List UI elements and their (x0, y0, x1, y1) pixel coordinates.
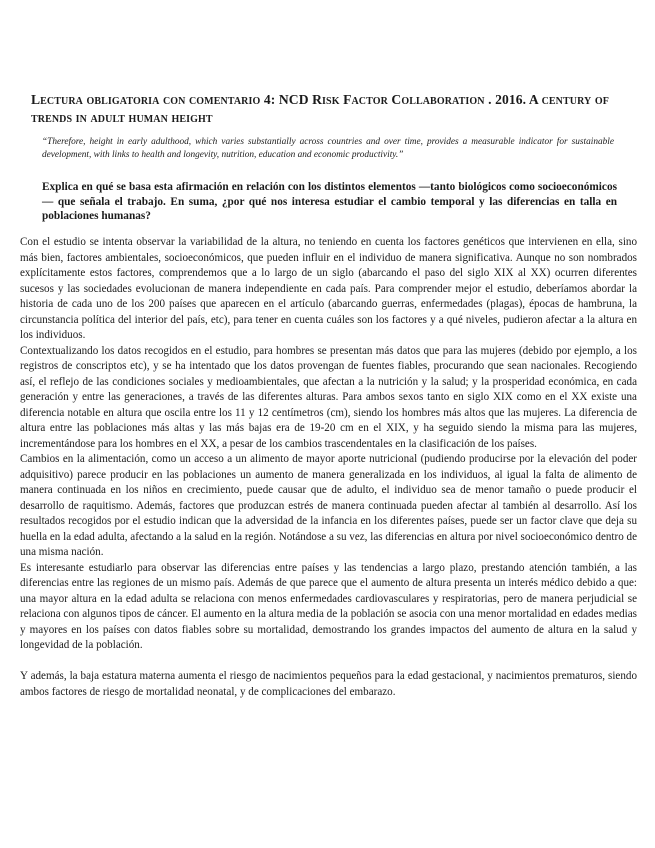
body-paragraph: Contextualizando los datos recogidos en el estudio, para hombres se presentan más datos que para las mujeres (debido por ejemplo, a los registros de conscriptos etc), y se ha intentado que los datos provengan de fuentes fiables, procurando que sean nacionales. Recogiendo así, el reflejo de las condiciones sociales y medioambientales, que afectan a la nutrición y la salud; y la prosperidad económica, en cada generación y entre las generaciones, a través de las diferentes alturas. Para ambos sexos tanto en siglo XIX como en el XX existe una diferencia notable en altura que oscila entre los 11 y 12 centímetros (cm), siendo los hombres más altos que las mujeres. La diferencia de altura entre las poblaciones más altas y las más bajas era de 19-20 cm en el XIX, y ha seguido siendo la misma para las mujeres, incrementándose para los hombres en el XX, a pesar de los cambios trascendentales en la clasificación de los países. (20, 344, 637, 450)
body-paragraph: Cambios en la alimentación, como un acceso a un alimento de mayor aporte nutricional (pudiendo producirse por la elevación del poder adquisitivo) parece producir en las poblaciones un aumento de manera generalizada en los individuos, al igual la falta de alimento de manera continuada en los niños en crecimiento, puede causar que de adulto, el individuo sea de menor tamaño o puede producir el desarrollo de raquitismo. Además, factores que produzcan estrés de manera continuada pueden afectar al también al desarrollo. Así los resultados recogidos por el estudio indican que la adversidad de la infancia en los diferentes países, puede ser un factor clave que deja su huella en la edad adulta, afectando a la salud en la región. Notándose a su vez, las diferencias en altura por nivel socioeconómico dentro de una misma nación. (20, 453, 637, 558)
body-paragraph: Y además, la baja estatura materna aumenta el riesgo de nacimientos pequeños para la edad gestacional, y nacimientos prematuros, siendo ambos factores de riesgo de mortalidad neonatal, y de complicaciones del embarazo. (20, 670, 637, 698)
body-paragraph: Con el estudio se intenta observar la variabilidad de la altura, no teniendo en cuenta los factores genéticos que intervienen en ella, sino más bien, factores ambientales, socioeconómicos, que pueden influir en el individuo de manera significativa. Aunque no son nombrados explícitamente estos factores, comprendemos que a lo largo de un siglo (abarcando el paso del siglo XIX al XX) ocurren diferentes sucesos y las sociedades evolucionan de manera independiente en cada país. Para comprender mejor el estudio, deberíamos abordar la historia de cada uno de los 200 países que aparecen en el artículo (abarcando guerras, enfermedades (plagas), épocas de hambruna, la circunstancia política del interior del país, etc), para tener en cuenta cuáles son los factores y a qué niveles, pudieron afectar a la altura en los individuos. (20, 236, 637, 341)
commentary-body (20, 235, 637, 700)
epigraph-quote: “Therefore, height in early adulthood, which varies substantially across countries and over time, provides a measurable indicator for sustainable development, with links to health and longevity, nutrition, education and economic productivity.” (42, 137, 614, 160)
assignment-question: Explica en qué se basa esta afirmación en relación con los distintos elementos —tanto biológicos como socioeconómicos— que señala el trabajo. En suma, ¿por qué nos interesa estudiar el cambio temporal y las diferencias en talla en poblaciones humanas? (42, 181, 617, 223)
body-paragraph: Es interesante estudiarlo para observar las diferencias entre países y las tendencias a largo plazo, prestando atención también, a las diferencias entre las regiones de un mismo país. Además de que parece que el aumento de altura presenta un interés médico debido a que: una mayor altura en la edad adulta se relaciona con menos enfermedades cardiovasculares y respiratorias, pero de manera perjudicial se relaciona con algunos tipos de cáncer. El aumento en la altura media de la población se asocia con una menor mortalidad en edades medias y mayores en los países con datos fiables sobre su mortalidad, demostrando los grandes impactos del aumento de altura en la salud y longevidad de la población. (20, 561, 637, 651)
document-title: Lectura obligatoria con comentario 4: NCD Risk Factor Collaboration . 2016. A century of trends in adult human height (31, 92, 609, 125)
